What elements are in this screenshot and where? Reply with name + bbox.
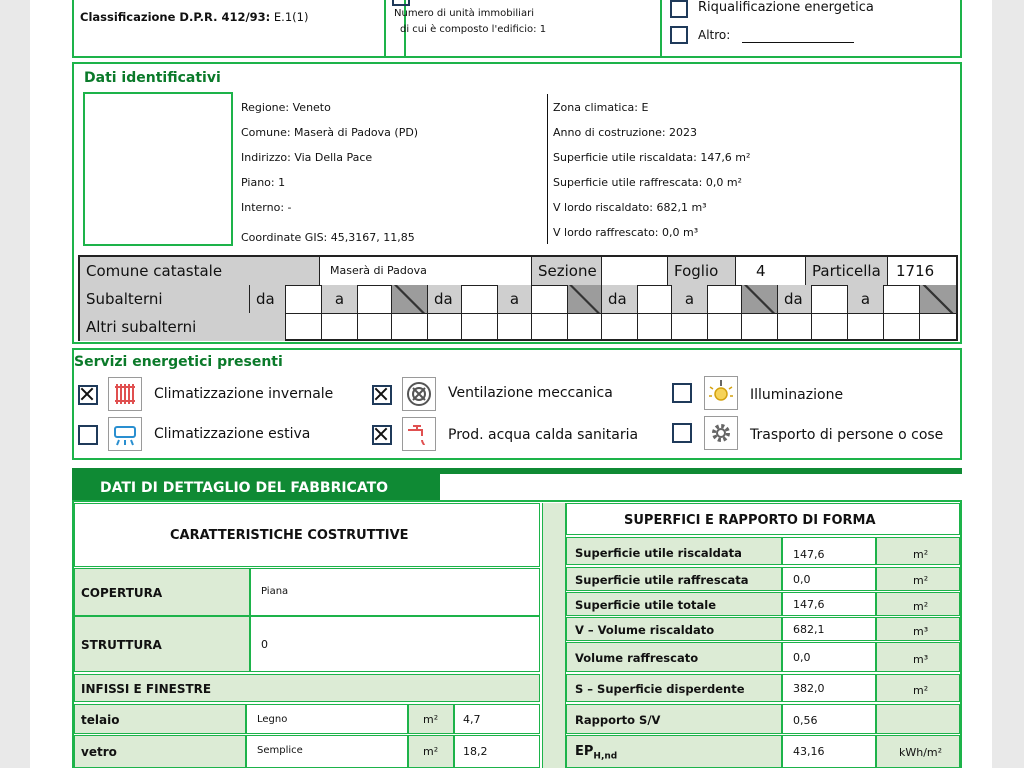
vetro-label: vetro [81,745,117,759]
right-header-cell [566,503,960,535]
detail-banner-title: DATI DI DETTAGLIO DEL FABBRICATO [100,480,389,496]
sub-cell [812,285,848,313]
row-unit-cell [876,567,960,591]
volume-riscaldato: V lordo riscaldato: 682,1 m³ [553,201,707,214]
telaio-unit-cell [408,704,454,734]
vetro-area-cell [454,735,540,768]
row-value-cell [782,704,876,734]
row-unit-cell [876,537,960,565]
sub-cell [884,285,920,313]
copertura-label-cell [74,568,250,616]
row-label: Superficie utile raffrescata [575,573,749,587]
altri-cell [322,313,358,341]
altri-cell [428,313,462,341]
row-label-cell [566,674,782,702]
volume-raffrescato: V lordo raffrescato: 0,0 m³ [553,226,699,239]
telaio-label: telaio [81,713,120,727]
telaio-unit: m² [423,713,439,726]
sub-da-2: da [428,285,462,313]
service-checkbox-illuminazione[interactable] [672,383,692,403]
row-value-cell [782,592,876,616]
altri-cell [286,313,322,341]
altri-cell [848,313,884,341]
cadastral-table [78,255,958,341]
units-line2: di cui è composto l'edificio: 1 [400,24,547,35]
units-checkbox[interactable] [392,0,410,6]
altro-label: Altro: [698,28,731,42]
altri-cell [358,313,392,341]
service-checkbox-climatizzazione-invernale[interactable] [78,385,98,405]
superficie-riscaldata: Superficie utile riscaldata: 147,6 m² [553,151,751,164]
struttura-value: 0 [261,638,268,651]
riqualificazione-checkbox[interactable] [670,0,688,18]
vetro-area: 18,2 [463,745,488,758]
sub-da-4: da [778,285,812,313]
telaio-area-cell [454,704,540,734]
cadastral-row-altri [80,313,956,341]
row-unit: m³ [913,625,929,638]
altri-cell [778,313,812,341]
separator-column [542,503,566,768]
sub-cell [638,285,672,313]
service-label-climatizzazione-estiva: Climatizzazione estiva [154,426,311,442]
struttura-label-cell [74,616,250,672]
sub-hatch [742,285,778,313]
vetro-unit: m² [423,745,439,758]
riqualificazione-label: Riqualificazione energetica [698,0,874,15]
superficie-raffrescata: Superficie utile raffrescata: 0,0 m² [553,176,742,189]
classification-label: Classificazione D.P.R. 412/93: E.1(1) [80,10,309,24]
row-value: 382,0 [793,682,825,695]
altri-cell [672,313,708,341]
sezione-label: Sezione [532,257,602,285]
lightbulb-icon [704,376,738,410]
detail-banner [72,474,440,500]
radiator-icon [108,377,142,411]
infissi-cell [74,674,540,702]
altri-cell [462,313,498,341]
sub-cell [358,285,392,313]
copertura-value: Piana [261,586,289,597]
sub-a-4: a [848,285,884,313]
subalterni-label: Subalterni [80,285,250,313]
row-unit: m² [913,548,929,561]
interno: Interno: - [241,201,292,214]
infissi-label: INFISSI E FINESTRE [81,682,212,696]
altri-cell [602,313,638,341]
copertura-value-cell [250,568,540,616]
comune: Comune: Maserà di Padova (PD) [241,126,419,139]
row-label: Superficie utile totale [575,598,717,612]
row-value: 147,6 [793,548,825,561]
left-header: CARATTERISTICHE COSTRUTTIVE [170,528,409,543]
row-value: 0,56 [793,714,818,727]
service-label-climatizzazione-invernale: Climatizzazione invernale [154,386,334,402]
altri-cell [884,313,920,341]
regione: Regione: Veneto [241,101,331,114]
fan-icon [402,377,436,411]
altri-cell [742,313,778,341]
faucet-icon [402,417,436,451]
altro-checkbox[interactable] [670,26,688,44]
altri-cell [568,313,602,341]
sub-hatch [568,285,602,313]
vetro-label-cell [74,735,246,768]
indirizzo: Indirizzo: Via Della Pace [241,151,373,164]
air-conditioner-icon [108,417,142,451]
intervention-box [660,0,962,58]
row-label: $EP_{H,nd}$ [575,744,618,762]
sub-cell [708,285,742,313]
ident-divider [547,94,548,244]
sub-hatch [920,285,956,313]
anno-costruzione: Anno di costruzione: 2023 [553,126,698,139]
row-value: 0,0 [793,573,811,586]
sub-hatch [392,285,428,313]
piano: Piano: 1 [241,176,286,189]
service-checkbox-trasporto[interactable] [672,423,692,443]
row-label-cell [566,704,782,734]
ident-title: Dati identificativi [84,70,221,86]
sub-cell [532,285,568,313]
sub-cell [462,285,498,313]
telaio-area: 4,7 [463,713,481,726]
sub-a-2: a [498,285,532,313]
row-unit: kWh/m² [899,746,943,759]
particella-value: 1716 [896,262,935,280]
row-label-cell [566,642,782,672]
row-value-cell [782,674,876,702]
row-label: Volume raffrescato [575,651,699,665]
vetro-value: Semplice [257,745,303,756]
row-label: S – Superficie disperdente [575,682,745,696]
comune-catastale-value: Maserà di Padova [320,257,532,285]
sub-a-1: a [322,285,358,313]
row-label-cell [566,735,782,768]
telaio-value-cell [246,704,408,734]
row-unit: m² [913,600,929,613]
altri-cell [392,313,428,341]
sub-da-3: da [602,285,638,313]
row-value: 43,16 [793,745,825,758]
row-unit-cell [876,642,960,672]
right-header: SUPERFICI E RAPPORTO DI FORMA [624,513,876,528]
row-value: 0,0 [793,651,811,664]
service-label-trasporto: Trasporto di persone o cose [750,427,944,443]
altri-cell [708,313,742,341]
zona-climatica: Zona climatica: E [553,101,649,114]
sub-a-3: a [672,285,708,313]
row-unit-cell [876,674,960,702]
row-label-cell [566,537,782,565]
cadastral-row-subalterni [80,285,956,314]
coordinate: Coordinate GIS: 45,3167, 11,85 [241,231,415,244]
services-title: Servizi energetici presenti [74,354,283,370]
row-unit-cell [876,704,960,734]
sezione-value [602,257,668,285]
sub-da-1: da [250,285,286,313]
row-value-cell [782,642,876,672]
row-value: 682,1 [793,623,825,636]
altri-cell [498,313,532,341]
row-label-cell [566,617,782,641]
row-value-cell [782,537,876,565]
row-label: Superficie utile riscaldata [575,546,742,560]
row-value-cell [782,567,876,591]
row-value-cell [782,735,876,768]
units-line1: Numero di unità immobiliari [394,8,534,19]
row-label-cell [566,567,782,591]
service-checkbox-climatizzazione-estiva[interactable] [78,425,98,445]
photo-placeholder [83,92,233,246]
altri-cell [638,313,672,341]
service-label-acqua-calda: Prod. acqua calda sanitaria [448,427,639,443]
service-checkbox-ventilazione-meccanica[interactable] [372,385,392,405]
vetro-value-cell [246,735,408,768]
gear-icon [704,416,738,450]
row-unit: m³ [913,653,929,666]
foglio-value: 4 [736,257,806,285]
sub-cell [286,285,322,313]
altri-subalterni-label: Altri subalterni [80,313,286,341]
altro-line [742,42,854,43]
foglio-label: Foglio [668,257,736,285]
struttura-label: STRUTTURA [81,638,162,652]
row-value-cell [782,617,876,641]
telaio-label-cell [74,704,246,734]
row-unit-cell [876,617,960,641]
units-box [384,0,662,58]
row-label-cell [566,592,782,616]
row-label: V – Volume riscaldato [575,623,715,637]
classification-box [72,0,406,58]
document-page [30,0,992,768]
row-label: Rapporto S/V [575,713,661,727]
cadastral-row-comune [80,257,956,286]
altri-cell [812,313,848,341]
service-label-ventilazione-meccanica: Ventilazione meccanica [448,385,613,401]
row-unit: m² [913,574,929,587]
comune-catastale-label: Comune catastale [80,257,320,285]
left-header-cell [74,503,540,567]
particella-label: Particella [806,257,888,285]
altri-cell [532,313,568,341]
row-value: 147,6 [793,598,825,611]
service-checkbox-acqua-calda[interactable] [372,425,392,445]
altri-cell [920,313,956,341]
struttura-value-cell [250,616,540,672]
row-unit: m² [913,684,929,697]
vetro-unit-cell [408,735,454,768]
row-unit-cell [876,592,960,616]
service-label-illuminazione: Illuminazione [750,387,844,403]
telaio-value: Legno [257,714,288,725]
row-unit-cell [876,735,960,768]
copertura-label: COPERTURA [81,586,163,600]
